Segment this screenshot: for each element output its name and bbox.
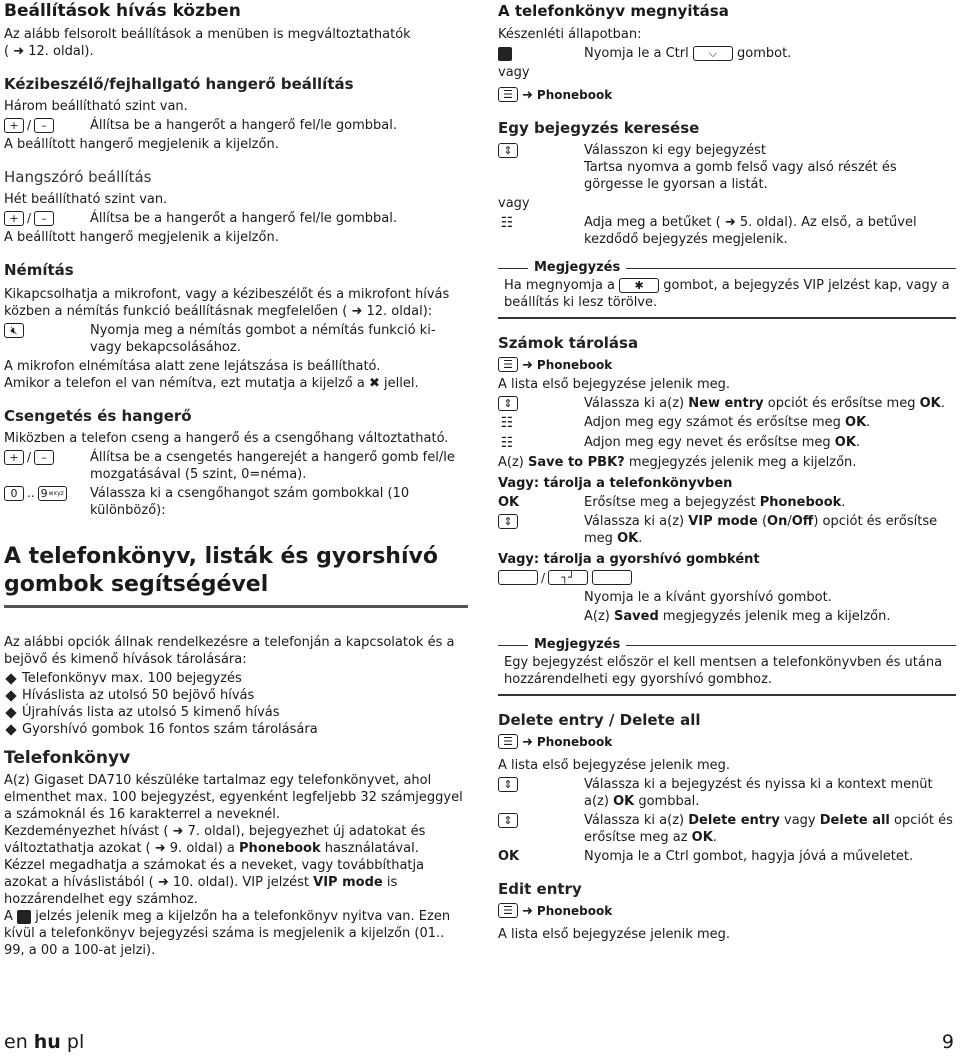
menu-key-icon: ☰ (498, 903, 518, 918)
step (498, 494, 956, 511)
text: Készenléti állapotban: (498, 27, 642, 42)
menu-path (498, 357, 956, 374)
text: Az alább felsorolt beállítások a menüben is megváltoztathatók (4, 27, 411, 42)
lang-en: en (4, 1031, 28, 1053)
section-title: Beállítások hívás közben (4, 1, 241, 21)
text-part: Delete all (819, 813, 890, 828)
section-title: Edit entry (498, 880, 582, 898)
right-column (498, 0, 956, 943)
page-number: 9 (941, 1031, 954, 1053)
text-part: VIP mode (688, 514, 758, 529)
section-title: Csengetés és hangerő (4, 407, 192, 425)
menu-item: Phonebook (536, 904, 613, 918)
phonebook-icon (17, 910, 31, 924)
text: Az alábbi opciók állnak rendelkezésre a telefonján a kapcsolatok és a bejövő és kimenő hívások tárolására: (4, 635, 455, 667)
note-box (498, 637, 956, 696)
step-text: Nyomja le a Ctrl gombot, hagyja jóvá a műveletet. (584, 849, 914, 864)
language-footer (4, 1031, 85, 1053)
menu-item: Phonebook (536, 88, 613, 102)
slash: / (27, 118, 32, 132)
text: Három beállítható szint van. (4, 99, 188, 114)
step (4, 210, 468, 227)
text: Kikapcsolhatja a mikrofont, vagy a kézibeszélőt és a mikrofont hívás közben a némítás funkció beállításnak megfelelően ( ➜ 12. oldal): (4, 287, 450, 319)
step (498, 589, 956, 606)
step (498, 513, 956, 547)
section-title: Delete entry / Delete all (498, 711, 701, 729)
ok-label: OK (498, 849, 520, 864)
text-part: / (787, 514, 792, 529)
text-part: jellel. (384, 376, 419, 391)
text-part: OK (845, 415, 867, 430)
text (4, 375, 468, 392)
text-part: A (4, 909, 13, 924)
text-part: OK (919, 396, 941, 411)
text-part: megjegyzés jelenik meg a kijelzőn. (662, 609, 891, 624)
text-part: megjegyzés jelenik meg a kijelzőn. (628, 455, 857, 470)
menu-key-icon: ☰ (498, 87, 518, 102)
text: A lista első bejegyzése jelenik meg. (498, 758, 730, 773)
step-text: Nyomja le a kívánt gyorshívó gombot. (584, 590, 832, 605)
step-text (584, 142, 956, 193)
text-part: Adjon meg egy számot és erősítse meg (584, 415, 841, 430)
dots: .. (27, 486, 35, 500)
step-text (584, 776, 956, 810)
subheading: Vagy: tárolja a telefonkönyvben (498, 476, 733, 491)
mute-icon: ✖ (368, 376, 380, 391)
speed-dial-keys (498, 570, 956, 587)
speed-dial-key-icon: ┐┘ (548, 570, 588, 585)
lang-pl: pl (66, 1031, 85, 1053)
speed-dial-key-icon (498, 570, 538, 585)
ok-label: OK (498, 495, 520, 510)
text-part: Erősítse meg a bejegyzést (584, 495, 756, 510)
star-key-icon: ✱ (619, 278, 659, 293)
step-text (584, 608, 956, 625)
text-part: A(z) (584, 609, 610, 624)
text: Miközben a telefon cseng a hangerő és a csengőhang változtatható. (4, 431, 449, 446)
text-part: A(z) (498, 455, 524, 470)
keypad-icon: ☷ (500, 415, 514, 431)
list-item: Újrahívás lista az utolsó 5 kimenő hívás (4, 704, 468, 721)
text-part: Kezdeményezhet hívást ( ➜ 7. oldal), bejegyezhet új adatokat és változtathatja azokat ( ➜ 9. oldal) a (4, 824, 426, 856)
text (4, 857, 468, 908)
step (498, 395, 956, 412)
text: A beállított hangerő megjelenik a kijelzőn. (4, 137, 279, 152)
step-text: Erősítse meg a bejegyzést Phonebook. (584, 495, 846, 510)
step (498, 414, 956, 432)
bullet-list (4, 670, 468, 738)
step (498, 608, 956, 625)
plus-key-icon: + (4, 118, 24, 133)
left-column (4, 0, 468, 959)
plus-key-icon: + (4, 211, 24, 226)
text: ( ➜ 12. oldal). (4, 44, 94, 59)
step (498, 848, 956, 865)
step-text: Válassza ki a csengőhangot szám gombokkal (10 különböző): (90, 486, 410, 518)
text-part: On (767, 514, 788, 529)
step-text: Állítsa be a hangerőt a hangerő fel/le gombbal. (90, 118, 398, 133)
section-title: Némítás (4, 261, 74, 279)
arrow-icon: ➜ (522, 358, 533, 373)
text-part: Ha megnyomja a (504, 278, 616, 293)
step (498, 812, 956, 846)
text-part: Válassza ki a(z) (584, 813, 685, 828)
text-part: Save to PBK? (528, 455, 625, 470)
text-part: Válassza ki a bejegyzést és nyissa ki a kontext menüt a(z) (584, 777, 933, 809)
arrow-icon: ➜ (522, 904, 533, 919)
text-part: OK (691, 830, 713, 845)
text-part: OK (613, 794, 635, 809)
note-label: Megjegyzés (528, 259, 626, 276)
text: vagy (498, 196, 530, 211)
nine-key-icon (38, 486, 67, 501)
text (4, 908, 468, 959)
text-part: Nyomja le a Ctrl (584, 46, 689, 61)
text-part: ( (761, 514, 768, 529)
text-part: New entry (688, 396, 764, 411)
section-title: Egy bejegyzés keresése (498, 119, 700, 137)
text-part: Válasszon ki egy bejegyzést (584, 143, 766, 158)
mute-key-icon: 🔇︎ (4, 323, 24, 338)
text-part: ) opciót és erősítse meg (584, 514, 938, 546)
text: vagy (498, 65, 530, 80)
list-item: Telefonkönyv max. 100 bejegyzés (4, 670, 468, 687)
text-part: OK (617, 531, 639, 546)
text-part: OK (834, 435, 856, 450)
step (498, 434, 956, 452)
step (498, 214, 956, 248)
keypad-icon: ☷ (500, 215, 514, 231)
step-text: Válassza ki a(z) VIP mode (On/Off) opciót és erősítse meg OK. (584, 514, 938, 546)
note-text: Egy bejegyzést először el kell mentsen a telefonkönyvben és utána hozzárendelheti egy gyorshívó gombhoz. (504, 655, 943, 687)
text-part: Saved (614, 609, 659, 624)
minus-key-icon: – (34, 450, 54, 465)
up-down-key-icon: ⇕ (498, 396, 518, 411)
text-part: Válassza ki a(z) (584, 396, 685, 411)
menu-item: Phonebook (536, 735, 613, 749)
text-part: Phonebook (239, 841, 321, 856)
step-text: Adjon meg egy számot és erősítse meg OK. (584, 415, 871, 430)
text-part: Amikor a telefon el van némítva, ezt mutatja a kijelző a (4, 376, 365, 391)
chapter-title: A telefonkönyv, listák és gyorshívó gombok segítségével (4, 544, 438, 597)
text-part: Adjon meg egy nevet és erősítse meg (584, 435, 831, 450)
section-title: A telefonkönyv megnyitása (498, 2, 729, 20)
text-part: használatával. (324, 841, 419, 856)
key-digit: 9 (40, 487, 48, 500)
step (4, 117, 468, 134)
menu-path (498, 734, 956, 751)
step (498, 45, 956, 62)
step-text: Válassza ki a(z) New entry opciót és erősítse meg OK. (584, 396, 945, 411)
speed-dial-key-icon (592, 570, 632, 585)
arrow-icon: ➜ (522, 735, 533, 750)
menu-key-icon: ☰ (498, 734, 518, 749)
slash: / (541, 571, 546, 585)
ctrl-key-icon: ⌵ (693, 46, 733, 61)
step (498, 142, 956, 193)
text-part: opciót és erősítse meg (767, 396, 916, 411)
menu-item: Phonebook (536, 358, 613, 372)
up-down-key-icon: ⇕ (498, 777, 518, 792)
text-part: Off (791, 514, 814, 529)
section-title: Számok tárolása (498, 334, 639, 352)
note-text (504, 277, 950, 311)
lang-hu: hu (33, 1031, 61, 1053)
up-down-key-icon: ⇕ (498, 143, 518, 158)
text-part: is hozzárendelhet egy számhoz. (4, 875, 398, 907)
text-part: Válassza ki a(z) (584, 514, 685, 529)
step (498, 776, 956, 810)
text-part: vagy (784, 813, 816, 828)
step-text: Adjon meg egy nevet és erősítse meg OK. (584, 435, 861, 450)
text-part: opciót és erősítse meg az (584, 813, 953, 845)
zero-key-icon: 0 (4, 486, 24, 501)
menu-path (498, 903, 956, 920)
minus-key-icon: – (34, 118, 54, 133)
list-item: Gyorshívó gombok 16 fontos szám tárolására (4, 721, 468, 738)
text: A(z) Gigaset DA710 készüléke tartalmaz egy telefonkönyvet, ahol elmenthet max. 100 bejegyzést, egyenként legfeljebb 32 számjeggyel a számoknál és 16 karakterrel a neveknél. (4, 773, 463, 822)
divider (4, 605, 468, 608)
subheading: Vagy: tárolja a gyorshívó gombként (498, 552, 760, 567)
step-text (584, 45, 956, 62)
note-label: Megjegyzés (528, 636, 626, 653)
step (4, 449, 468, 483)
text (498, 454, 956, 471)
step-text: Állítsa be a csengetés hangerejét a hangerő gomb fel/le mozgatásával (5 szint, 0=néma). (90, 450, 455, 482)
text-part: gombbal. (638, 794, 700, 809)
key-letters: wxyz (48, 490, 64, 497)
text-part: gombot, a bejegyzés VIP jelzést kap, vagy a beállítás ki lesz törölve. (504, 278, 950, 310)
section-title: Telefonkönyv (4, 748, 131, 768)
section-title: Kézibeszélő/fejhallgató hangerő beállítás (4, 75, 354, 93)
text (4, 823, 468, 857)
text-part: Kézzel megadhatja a számokat és a neveket, vagy továbbíthatja azokat a híváslistából ( ➜ 10. oldal). VIP jelzést (4, 858, 425, 890)
slash: / (27, 211, 32, 225)
text: A mikrofon elnémítása alatt zene lejátszása is beállítható. (4, 359, 381, 374)
text-part: VIP mode (313, 875, 383, 890)
phonebook-icon (498, 47, 512, 61)
menu-path (498, 87, 956, 104)
step-text: Nyomja meg a némítás gombot a némítás funkció ki- vagy bekapcsolásához. (90, 323, 436, 355)
text: A lista első bejegyzése jelenik meg. (498, 377, 730, 392)
up-down-key-icon: ⇕ (498, 514, 518, 529)
note-box (498, 260, 956, 319)
text: A lista első bejegyzése jelenik meg. (498, 927, 730, 942)
text: Hét beállítható szint van. (4, 192, 168, 207)
slash: / (27, 450, 32, 464)
list-item: Híváslista az utolsó 50 bejövő hívás (4, 687, 468, 704)
text-part: Phonebook (759, 495, 842, 510)
step (4, 485, 468, 519)
minus-key-icon: – (34, 211, 54, 226)
text-part: jelzés jelenik meg a kijelzőn ha a telefonkönyv nyitva van. Ezen kívül a telefonkönyv bejegyzési száma is megjelenik a kijelzőn (01.. 99, a 00 a 100-at jelzi). (4, 909, 451, 958)
section-title: Hangszóró beállítás (4, 168, 152, 186)
arrow-icon: ➜ (522, 88, 533, 103)
up-down-key-icon: ⇕ (498, 813, 518, 828)
plus-key-icon: + (4, 450, 24, 465)
text-part: Tartsa nyomva a gomb felső vagy alsó részét és görgesse le gyorsan a listát. (584, 160, 897, 192)
text-part: Delete entry (688, 813, 780, 828)
step (4, 322, 468, 356)
menu-key-icon: ☰ (498, 357, 518, 372)
step-text: Adja meg a betűket ( ➜ 5. oldal). Az első, a betűvel kezdődő bejegyzés megjelenik. (584, 215, 917, 247)
text-part: gombot. (737, 46, 792, 61)
text: A beállított hangerő megjelenik a kijelzőn. (4, 230, 279, 245)
step-text: Válassza ki a(z) Delete entry vagy Delete all opciót és erősítse meg az OK. (584, 813, 953, 845)
keypad-icon: ☷ (500, 435, 514, 451)
step-text: Állítsa be a hangerőt a hangerő fel/le gombbal. (90, 211, 398, 226)
